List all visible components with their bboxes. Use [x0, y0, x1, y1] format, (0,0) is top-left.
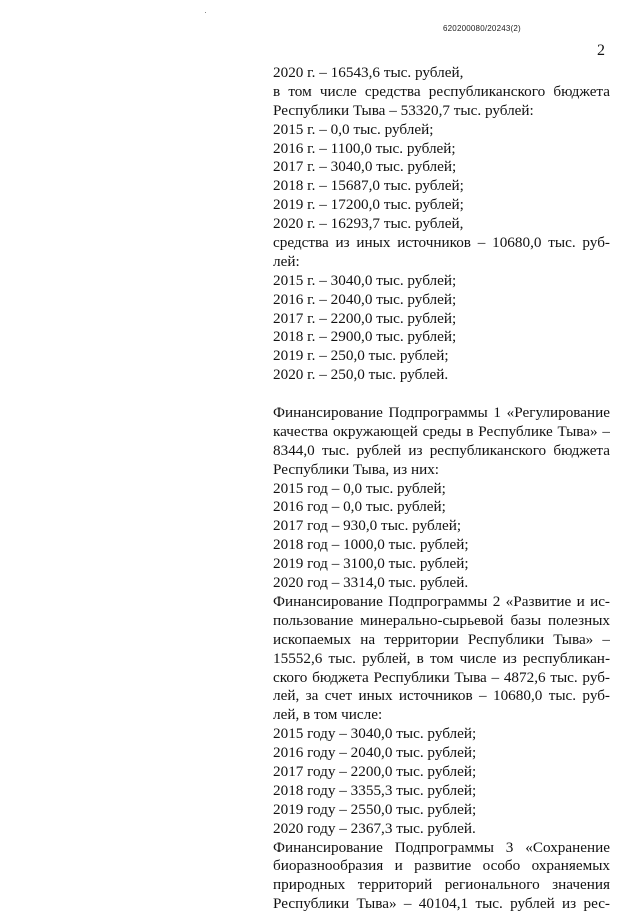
- text-line: 2015 г. – 3040,0 тыс. рублей;: [273, 271, 457, 289]
- text-line: Финансирование Подпрограммы 1 «Регулирование: [273, 404, 610, 422]
- text-line: 2020 г. – 250,0 тыс. рублей.: [273, 366, 449, 384]
- text-line: 2020 г. – 16293,7 тыс. рублей,: [273, 215, 464, 233]
- scan-speck: [205, 12, 206, 13]
- text-line: в том числе средства республиканского бюджета: [273, 82, 610, 100]
- text-line: ископаемых на территории Республики Тыва» –: [273, 630, 610, 648]
- page-number: 2: [597, 42, 605, 59]
- text-line: пользование минерально-сырьевой базы полезных: [273, 611, 610, 629]
- text-line: 2019 г. – 17200,0 тыс. рублей;: [273, 196, 464, 214]
- text-line: 2020 году – 2367,3 тыс. рублей.: [273, 819, 476, 837]
- text-line: средства из иных источников – 10680,0 тыс. руб-: [273, 234, 610, 252]
- text-line: 2018 г. – 2900,0 тыс. рублей;: [273, 328, 457, 346]
- text-line: 2017 году – 2200,0 тыс. рублей;: [273, 762, 477, 780]
- text-line: 2018 г. – 15687,0 тыс. рублей;: [273, 177, 464, 195]
- text-line: 2016 году – 2040,0 тыс. рублей;: [273, 744, 477, 762]
- text-line: 2019 году – 2550,0 тыс. рублей;: [273, 800, 477, 818]
- text-line: 15552,6 тыс. рублей, в том числе из республикан-: [273, 649, 610, 667]
- text-line: качества окружающей среды в Республике Тыва» –: [273, 422, 610, 440]
- text-line: лей, за счет иных источников – 10680,0 тыс. руб-: [273, 687, 610, 705]
- text-line: 2017 год – 930,0 тыс. рублей;: [273, 517, 462, 535]
- paragraph-gap: [273, 385, 610, 404]
- text-line: 2019 год – 3100,0 тыс. рублей;: [273, 555, 469, 573]
- text-line: природных территорий регионального значения: [273, 876, 610, 894]
- document-body: [273, 64, 610, 914]
- text-line: 2020 г. – 16543,6 тыс. рублей,: [273, 64, 464, 81]
- text-line: 2015 году – 3040,0 тыс. рублей;: [273, 725, 477, 743]
- text-line: Финансирование Подпрограммы 3 «Сохранение: [273, 838, 610, 856]
- text-line: биоразнообразия и развитие особо охраняемых: [273, 857, 610, 875]
- text-line: лей, в том числе:: [273, 706, 383, 724]
- text-line: 2017 г. – 3040,0 тыс. рублей;: [273, 158, 457, 176]
- text-line: Республики Тыва – 53320,7 тыс. рублей:: [273, 101, 534, 119]
- text-line: 2016 г. – 2040,0 тыс. рублей;: [273, 290, 457, 308]
- text-line: 2018 год – 1000,0 тыс. рублей;: [273, 536, 469, 554]
- document-id: 620200080/20243(2): [443, 24, 521, 33]
- text-line: ского бюджета Республики Тыва – 4872,6 тыс. руб-: [273, 668, 610, 686]
- text-line: 2015 год – 0,0 тыс. рублей;: [273, 479, 446, 497]
- text-line: лей:: [273, 252, 300, 270]
- text-line: Республики Тыва» – 40104,1 тыс. рублей из рес-: [273, 895, 610, 913]
- text-line: 2020 год – 3314,0 тыс. рублей.: [273, 574, 469, 592]
- text-line: 2016 г. – 1100,0 тыс. рублей;: [273, 139, 456, 157]
- text-line: Финансирование Подпрограммы 2 «Развитие и ис-: [273, 592, 610, 610]
- text-line: Республики Тыва, из них:: [273, 460, 440, 478]
- text-line: 2019 г. – 250,0 тыс. рублей;: [273, 347, 449, 365]
- text-line: 2017 г. – 2200,0 тыс. рублей;: [273, 309, 457, 327]
- text-line: 8344,0 тыс. рублей из республиканского бюджета: [273, 441, 610, 459]
- text-line: 2015 г. – 0,0 тыс. рублей;: [273, 120, 434, 138]
- text-line: 2018 году – 3355,3 тыс. рублей;: [273, 781, 477, 799]
- text-line: 2016 год – 0,0 тыс. рублей;: [273, 498, 446, 516]
